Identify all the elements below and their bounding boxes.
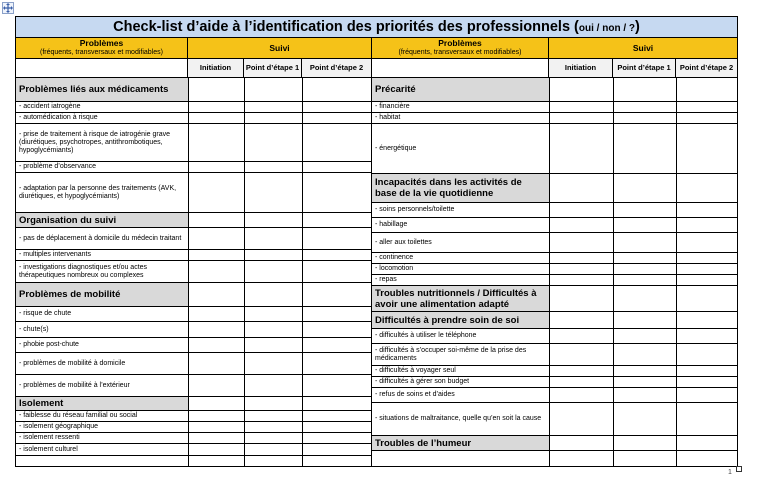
section-title: Isolement xyxy=(16,397,188,410)
problems-header-right: Problèmes (fréquents, transversaux et modifiables) xyxy=(372,38,549,58)
checklist-row xyxy=(16,433,372,444)
problem-label: - difficultés à gérer son budget xyxy=(372,377,549,387)
checklist-row xyxy=(16,411,372,422)
section-header-row xyxy=(16,397,372,411)
problem-label: - problèmes de mobilité à domicile xyxy=(16,353,188,374)
problem-label: - adaptation par la personne des traitements (AVK, diurétiques, et hypoglycémiants) xyxy=(16,173,188,212)
cell-end-marker xyxy=(736,466,742,472)
checklist-row xyxy=(16,322,372,338)
grid-line xyxy=(676,78,677,466)
point2-header-left: Point d’étape 2 xyxy=(302,59,372,77)
checklist-row xyxy=(372,329,737,344)
checklist-row xyxy=(372,253,737,264)
grid-line xyxy=(613,78,614,466)
subheader-blank-left xyxy=(16,59,188,77)
checklist-row xyxy=(372,102,737,113)
section-header-row xyxy=(372,174,737,203)
checklist-table xyxy=(15,16,738,467)
problem-label: - phobie post-chute xyxy=(16,338,188,352)
problem-label: - difficultés à voyager seul xyxy=(372,366,549,376)
grid-line xyxy=(244,78,245,466)
problem-label: - risque de chute xyxy=(16,307,188,321)
section-title: Incapacités dans les activités de base de la vie quotidienne xyxy=(372,174,549,202)
section-title: Problèmes liés aux médicaments xyxy=(16,78,188,101)
checklist-row xyxy=(372,403,737,436)
page-number: 1 xyxy=(728,469,732,476)
problem-label: - chute(s) xyxy=(16,322,188,337)
checklist-row xyxy=(16,228,372,250)
problem-label: - problèmes de mobilité à l’extérieur xyxy=(16,375,188,396)
problem-label: - pas de déplacement à domicile du médecin traitant xyxy=(16,228,188,249)
checklist-row xyxy=(16,261,372,283)
grid-line xyxy=(371,78,372,466)
section-header-row xyxy=(372,286,737,312)
section-title: Organisation du suivi xyxy=(16,213,188,227)
section-title: Problèmes de mobilité xyxy=(16,283,188,306)
left-problem-column xyxy=(16,78,372,466)
checklist-row xyxy=(372,233,737,253)
checklist-row xyxy=(372,388,737,403)
section-title: Précarité xyxy=(372,78,549,101)
problem-label: - repas xyxy=(372,275,549,285)
checklist-row xyxy=(16,375,372,397)
problem-label: - prise de traitement à risque de iatrogénie grave (diurétiques, psychotropes, antithrombotiques, hypoglycémiants) xyxy=(16,124,188,161)
checklist-row xyxy=(372,377,737,388)
section-title: Troubles nutritionnels / Difficultés à avoir une alimentation adapté xyxy=(372,286,549,311)
point1-header-left: Point d’étape 1 xyxy=(244,59,302,77)
initiation-header-left: Initiation xyxy=(188,59,244,77)
section-header-row xyxy=(372,312,737,329)
initiation-header-right: Initiation xyxy=(549,59,613,77)
point1-header-right: Point d’étape 1 xyxy=(613,59,676,77)
grid-line xyxy=(302,78,303,466)
subheader-row xyxy=(16,59,737,78)
problem-label: - investigations diagnostiques et/ou actes thérapeutiques nombreux ou complexes xyxy=(16,261,188,282)
problem-label: - énergétique xyxy=(372,124,549,173)
checklist-row xyxy=(16,338,372,353)
checklist-row xyxy=(16,102,372,113)
problem-label: - financière xyxy=(372,102,549,112)
point2-header-right: Point d’étape 2 xyxy=(676,59,737,77)
problem-label: - isolement ressenti xyxy=(16,433,188,443)
header-row xyxy=(16,38,737,59)
checklist-row xyxy=(372,113,737,124)
section-header-row xyxy=(372,436,737,451)
checklist-row xyxy=(372,264,737,275)
problem-label: - multiples intervenants xyxy=(16,250,188,260)
section-title: Difficultés à prendre soin de soi xyxy=(372,312,549,328)
problem-label: - habillage xyxy=(372,218,549,232)
checklist-row xyxy=(372,218,737,233)
checklist-row xyxy=(372,124,737,174)
problem-label: - difficultés à s’occuper soi-même de la prise des médicaments xyxy=(372,344,549,365)
checklist-row xyxy=(16,113,372,124)
problem-label: - locomotion xyxy=(372,264,549,274)
checklist-row xyxy=(372,366,737,377)
checklist-row xyxy=(16,353,372,375)
table-move-handle-icon[interactable] xyxy=(2,2,14,14)
suivi-header-left: Suivi xyxy=(188,38,372,58)
suivi-header-right: Suivi xyxy=(632,43,654,53)
checklist-row xyxy=(372,203,737,218)
problem-label: - difficultés à utiliser le téléphone xyxy=(372,329,549,343)
section-header-row xyxy=(372,78,737,102)
checklist-row xyxy=(16,250,372,261)
table-body xyxy=(16,78,737,466)
checklist-row xyxy=(372,344,737,366)
problem-label: - isolement culturel xyxy=(16,444,188,455)
section-title: Troubles de l’humeur xyxy=(372,436,549,450)
checklist-row xyxy=(16,173,372,213)
checklist-row xyxy=(16,307,372,322)
problem-label: - refus de soins et d’aides xyxy=(372,388,549,402)
problem-label: - isolement géographique xyxy=(16,422,188,432)
problem-label: - habitat xyxy=(372,113,549,123)
checklist-row xyxy=(372,275,737,286)
problem-label: - soins personnels/toilette xyxy=(372,203,549,217)
checklist-row xyxy=(16,162,372,173)
problem-label: - problème d’observance xyxy=(16,162,188,172)
section-header-row xyxy=(16,213,372,228)
problem-label: - faiblesse du réseau familial ou social xyxy=(16,411,188,421)
problem-label: - continence xyxy=(372,253,549,263)
grid-line xyxy=(549,78,550,466)
checklist-row xyxy=(16,124,372,162)
problem-label: - situations de maltraitance, quelle qu’en soit la cause xyxy=(372,403,549,435)
checklist-row xyxy=(16,444,372,456)
section-header-row xyxy=(16,283,372,307)
right-problem-column xyxy=(372,78,737,466)
problem-label: - automédication à risque xyxy=(16,113,188,123)
grid-line xyxy=(188,78,189,466)
section-header-row xyxy=(16,78,372,102)
table-title: Check-list d’aide à l’identification des priorités des professionnels (oui / non / ?) xyxy=(16,17,737,38)
problems-header-left: Problèmes (fréquents, transversaux et modifiables) xyxy=(16,38,188,58)
checklist-row xyxy=(16,422,372,433)
problem-label: - accident iatrogène xyxy=(16,102,188,112)
problem-label: - aller aux toilettes xyxy=(372,233,549,252)
subheader-blank-right xyxy=(372,59,549,77)
